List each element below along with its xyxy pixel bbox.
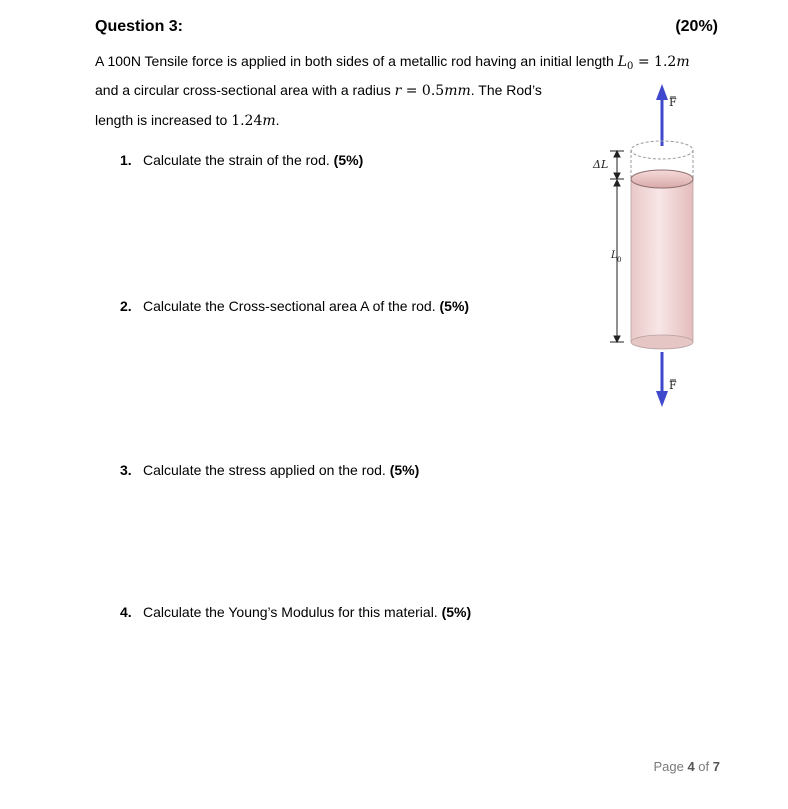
final-length-unit: m	[262, 113, 276, 129]
question-weight: (20%)	[675, 18, 718, 35]
force-label-bottom: F	[669, 379, 677, 392]
force-arrow-up	[656, 84, 668, 146]
statement-line-2	[95, 82, 542, 99]
statement-text: length is increased to	[95, 112, 232, 128]
statement-text: . The Rod’s	[470, 82, 542, 98]
length-subscript: 0	[627, 61, 634, 72]
statement-text: .	[275, 112, 280, 128]
rod	[631, 170, 693, 349]
statement-text: and a circular cross-sectional area with a radius	[95, 82, 395, 98]
page-current: 4	[687, 759, 695, 774]
sub-question-3	[120, 462, 419, 478]
sub-question-points: (5%)	[389, 462, 420, 478]
question-title: Question 3:	[95, 18, 184, 35]
length-value: = 1.2	[633, 54, 677, 70]
force-label-top: F	[669, 96, 677, 109]
sub-question-number: 4.	[120, 604, 132, 620]
sub-question-text: Calculate the stress applied on the rod.	[143, 462, 390, 478]
initial-length-label: L	[611, 250, 618, 261]
initial-length-subscript: 0	[617, 256, 622, 264]
sub-question-2	[120, 298, 469, 314]
page-total: 7	[712, 759, 720, 774]
radius-unit: mm	[444, 83, 471, 99]
statement-text: A 100N Tensile force is applied in both sides of a metallic rod having an initial length	[95, 53, 618, 69]
tensile-rod-figure	[580, 80, 710, 415]
page-separator: of	[694, 759, 713, 774]
radius-value: = 0.5	[401, 83, 445, 99]
sub-question-number: 3.	[120, 462, 132, 478]
length-unit: m	[676, 54, 690, 70]
page-number	[653, 759, 720, 774]
statement-line-3	[95, 112, 280, 129]
sub-question-number: 2.	[120, 298, 132, 314]
delta-length-dimension	[610, 151, 624, 179]
sub-question-points: (5%)	[441, 604, 472, 620]
final-length-value: 1.24	[231, 113, 263, 129]
force-arrow-down	[656, 352, 668, 407]
delta-length-label: ΔL	[593, 158, 609, 171]
sub-question-points: (5%)	[439, 298, 470, 314]
statement-line-1	[95, 53, 690, 72]
page-prefix: Page	[653, 759, 688, 774]
sub-question-4	[120, 604, 471, 620]
sub-question-text: Calculate the Cross-sectional area A of the rod.	[143, 298, 440, 314]
length-variable: L	[617, 54, 628, 70]
sub-question-text: Calculate the strain of the rod.	[143, 152, 334, 168]
sub-question-points: (5%)	[333, 152, 364, 168]
sub-question-text: Calculate the Young’s Modulus for this material.	[143, 604, 442, 620]
radius-variable: r	[394, 83, 402, 99]
sub-question-1	[120, 152, 363, 168]
sub-question-number: 1.	[120, 152, 132, 168]
